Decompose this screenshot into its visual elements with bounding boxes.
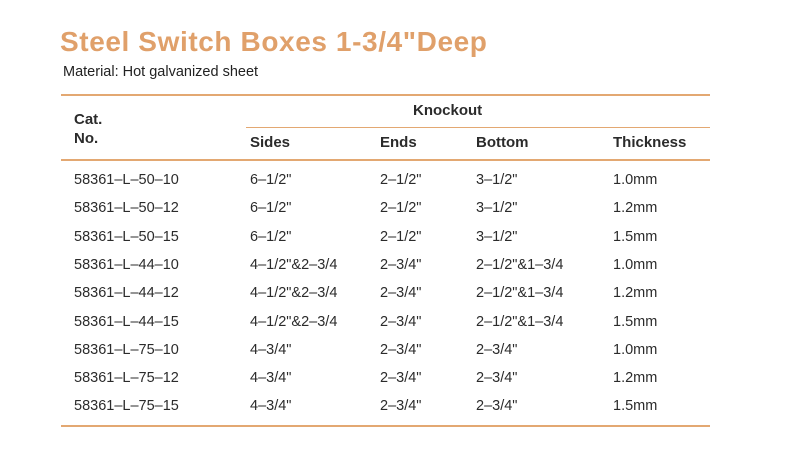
cell-cat: 58361–L–44–10: [74, 256, 179, 273]
cell-ends: 2–3/4": [380, 398, 422, 415]
cell-bottom: 2–3/4": [476, 370, 518, 387]
cell-ends: 2–1/2": [380, 172, 422, 188]
header-thickness: Thickness: [613, 134, 687, 151]
cell-thickness: 1.5mm: [613, 313, 658, 330]
cell-cat: 58361–L–50–10: [74, 172, 179, 188]
header-ends: Ends: [380, 134, 417, 151]
cell-thickness: 1.2mm: [613, 285, 658, 302]
cell-thickness: 1.0mm: [613, 341, 658, 358]
cell-cat: 58361–L–75–15: [74, 398, 179, 415]
header-knockout: Knockout: [413, 102, 483, 119]
cell-thickness: 1.2mm: [613, 200, 658, 217]
header-cat-line2: No.: [74, 130, 99, 147]
cell-bottom: 3–1/2": [476, 172, 518, 188]
cell-sides: 6–1/2": [250, 172, 292, 188]
header-cat-line1: Cat.: [74, 111, 103, 128]
header-bottom: Bottom: [476, 134, 529, 151]
page-title: Steel Switch Boxes 1-3/4"Deep: [60, 26, 488, 57]
cell-bottom: 2–1/2"&1–3/4: [476, 313, 564, 330]
cell-sides: 4–3/4": [250, 370, 292, 387]
knockout-underline: [246, 127, 710, 128]
cell-bottom: 2–1/2"&1–3/4: [476, 285, 564, 302]
cell-sides: 4–1/2"&2–3/4: [250, 256, 338, 273]
cell-ends: 2–3/4": [380, 256, 422, 273]
material-subtitle: Material: Hot galvanized sheet: [63, 64, 259, 80]
header-sides: Sides: [250, 134, 291, 151]
cell-ends: 2–3/4": [380, 313, 422, 330]
cell-cat: 58361–L–75–10: [74, 341, 179, 358]
header-bottom-rule: [61, 159, 710, 161]
cell-sides: 4–1/2"&2–3/4: [250, 313, 338, 330]
cell-thickness: 1.0mm: [613, 172, 658, 188]
cell-cat: 58361–L–44–15: [74, 313, 179, 330]
cell-bottom: 2–3/4": [476, 341, 518, 358]
cell-thickness: 1.0mm: [613, 256, 658, 273]
cell-ends: 2–3/4": [380, 370, 422, 387]
cell-thickness: 1.5mm: [613, 398, 658, 415]
cell-ends: 2–3/4": [380, 341, 422, 358]
table-top-rule: [61, 94, 710, 96]
cell-cat: 58361–L–50–15: [74, 228, 179, 245]
cell-sides: 4–3/4": [250, 341, 292, 358]
cell-cat: 58361–L–50–12: [74, 200, 179, 217]
cell-thickness: 1.2mm: [613, 370, 658, 387]
cell-thickness: 1.5mm: [613, 228, 658, 245]
cell-cat: 58361–L–44–12: [74, 285, 179, 302]
cell-sides: 4–1/2"&2–3/4: [250, 285, 338, 302]
table-bottom-rule: [61, 425, 710, 427]
cell-sides: 6–1/2": [250, 200, 292, 217]
cell-sides: 4–3/4": [250, 398, 292, 415]
cell-bottom: 3–1/2": [476, 200, 518, 217]
cell-bottom: 2–3/4": [476, 398, 518, 415]
cell-ends: 2–1/2": [380, 200, 422, 217]
cell-cat: 58361–L–75–12: [74, 370, 179, 387]
cell-ends: 2–3/4": [380, 285, 422, 302]
cell-bottom: 3–1/2": [476, 228, 518, 245]
cell-sides: 6–1/2": [250, 228, 292, 245]
cell-bottom: 2–1/2"&1–3/4: [476, 256, 564, 273]
cell-ends: 2–1/2": [380, 228, 422, 245]
